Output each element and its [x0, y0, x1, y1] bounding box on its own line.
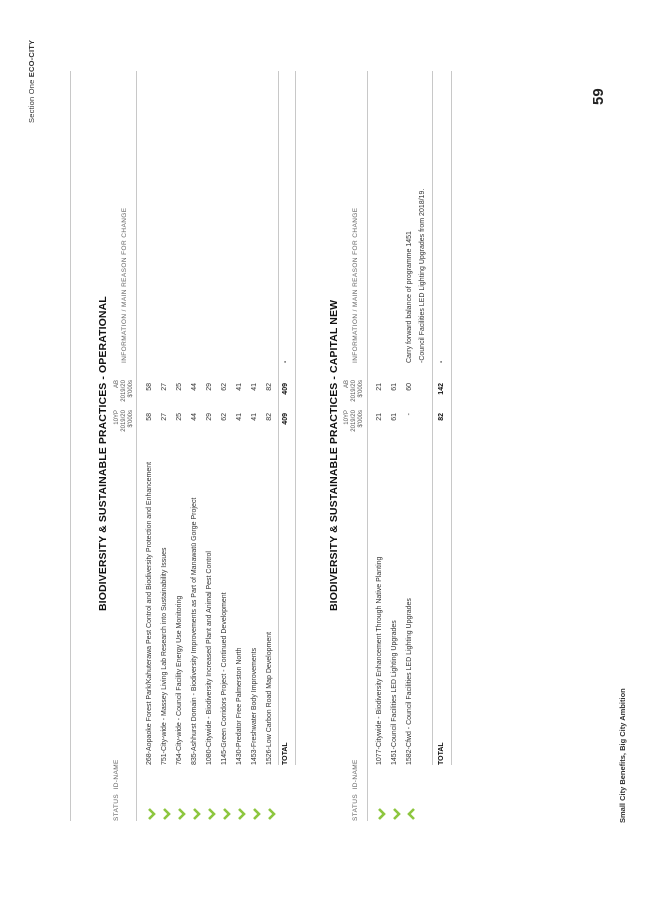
- row-ab: 21: [376, 383, 383, 391]
- row-ab: 41: [236, 383, 243, 391]
- tick-icon: [250, 807, 262, 821]
- total-info: -: [282, 360, 289, 363]
- row-name: 1582-Cfwd - Council Facilities LED Lighting Upgrades: [406, 598, 413, 765]
- row-name: 1077-Citywide - Biodiversity Enhancement Through Native Planting: [376, 556, 383, 765]
- row-name: 1430-Predator Free Palmerston North: [236, 647, 243, 765]
- row-name: 1453-Freshwater Body Improvements: [251, 647, 258, 765]
- row-info-note: -Council Facilities LED Lighting Upgrades from 2018/19.: [419, 188, 426, 363]
- capital-total-rule-top: [432, 71, 433, 765]
- operational-col-info: INFORMATION / MAIN REASON FOR CHANGE: [121, 207, 128, 363]
- row-10yp: 25: [176, 413, 183, 421]
- capital-total-row: [437, 0, 450, 913]
- col-ab-l3: $'000s: [128, 380, 134, 398]
- capital-col-id-name: ID-NAME: [352, 759, 359, 790]
- operational-table-title: BIODIVERSITY & SUSTAINABLE PRACTICES - OPERATIONAL: [97, 296, 109, 611]
- col-10yp-l2: 2019/20: [121, 410, 127, 432]
- section-name: ECO-CITY: [27, 39, 36, 78]
- page-number: 59: [590, 88, 607, 105]
- row-name: 1145-Green Corridors Project - Continued Development: [221, 592, 228, 765]
- table-row: [375, 0, 388, 913]
- row-10yp: 41: [236, 413, 243, 421]
- col-ab-l1: AB: [114, 380, 120, 389]
- section-prefix: Section One: [27, 79, 36, 123]
- table-row: [265, 0, 278, 913]
- operational-col-ab: [114, 380, 135, 420]
- capital-col-ab: [344, 380, 365, 420]
- total-label: TOTAL: [438, 742, 445, 765]
- header-rule: [70, 71, 71, 821]
- table-row: [160, 0, 173, 913]
- total-label: TOTAL: [282, 742, 289, 765]
- table-row: [190, 0, 203, 913]
- col-10yp-l1: 10YP: [344, 410, 350, 425]
- table-row: [205, 0, 218, 913]
- row-ab: 29: [206, 383, 213, 391]
- col-ab-l2: 2019/20: [121, 380, 127, 402]
- col-ab-l3: $'000s: [358, 380, 364, 398]
- row-10yp: 61: [391, 413, 398, 421]
- tick-icon: [190, 807, 202, 821]
- total-info: -: [438, 360, 445, 363]
- table-row: [250, 0, 263, 913]
- tick-icon: [205, 807, 217, 821]
- section-header: [27, 40, 36, 123]
- row-10yp: 27: [161, 413, 168, 421]
- tick-icon: [265, 807, 277, 821]
- tick-icon: [160, 807, 172, 821]
- row-10yp: 44: [191, 413, 198, 421]
- row-10yp: 82: [266, 413, 273, 421]
- table-row: [405, 0, 418, 913]
- footer-tagline: Small City Benefits, Big City Ambition: [618, 688, 627, 823]
- row-10yp: 62: [221, 413, 228, 421]
- tick-icon: [375, 807, 387, 821]
- row-name: 751-City-wide - Massey Living Lab Research into Sustainability Issues: [161, 547, 168, 765]
- row-ab: 58: [146, 383, 153, 391]
- col-10yp-l3: $'000s: [128, 410, 134, 428]
- capital-table-title: BIODIVERSITY & SUSTAINABLE PRACTICES - CAPITAL NEW: [328, 299, 340, 611]
- total-ab: 409: [282, 383, 289, 395]
- row-name: 1080-Citywide - Biodiversity Increased Plant and Animal Pest Control: [206, 551, 213, 765]
- operational-total-rule-top: [278, 71, 279, 765]
- table-row-note: [418, 0, 431, 913]
- row-ab: 62: [221, 383, 228, 391]
- row-name: 1451-Council Facilities LED Lighting Upgrades: [391, 620, 398, 765]
- row-ab: 25: [176, 383, 183, 391]
- table-row: [235, 0, 248, 913]
- row-10yp: 29: [206, 413, 213, 421]
- capital-header-rule: [367, 71, 368, 821]
- row-name: 268-Aopaoke Forest Park/Kahuterawa Pest Control and Biodiversity Protection and Enhancement: [146, 461, 153, 765]
- operational-col-id-name: ID-NAME: [113, 759, 120, 790]
- row-name: 764-City-wide - Council Facility Energy Use Monitoring: [176, 595, 183, 765]
- col-ab-l2: 2019/20: [351, 380, 357, 402]
- col-10yp-l3: $'000s: [358, 410, 364, 428]
- table-row: [390, 0, 403, 913]
- row-info: Carry forward balance of programme 1451: [406, 231, 413, 363]
- capital-col-status: STATUS: [352, 793, 359, 821]
- table-row: [175, 0, 188, 913]
- total-10yp: 82: [438, 413, 445, 421]
- row-ab: 41: [251, 383, 258, 391]
- row-ab: 27: [161, 383, 168, 391]
- row-10yp: 41: [251, 413, 258, 421]
- tick-icon: [235, 807, 247, 821]
- row-10yp: 21: [376, 413, 383, 421]
- col-ab-l1: AB: [344, 380, 350, 389]
- operational-total-row: [281, 0, 294, 913]
- capital-total-rule-bottom: [451, 71, 452, 765]
- tick-icon: [145, 807, 157, 821]
- row-ab: 60: [406, 383, 413, 391]
- capital-col-info: INFORMATION / MAIN REASON FOR CHANGE: [352, 207, 359, 363]
- row-ab: 61: [391, 383, 398, 391]
- tick-icon: [175, 807, 187, 821]
- col-10yp-l1: 10YP: [114, 410, 120, 425]
- table-row: [145, 0, 158, 913]
- tick-icon: [220, 807, 232, 821]
- table-row: [220, 0, 233, 913]
- row-10yp: 58: [146, 413, 153, 421]
- total-10yp: 409: [282, 413, 289, 425]
- operational-header-rule: [136, 71, 137, 821]
- total-ab: 142: [438, 383, 445, 395]
- row-ab: 44: [191, 383, 198, 391]
- row-10yp: -: [406, 413, 413, 416]
- tick-icon: [390, 807, 402, 821]
- operational-col-status: STATUS: [113, 793, 120, 821]
- row-name: 835-Ashhurst Domain - Biodiversity Improvements as Part of Manawatū Gorge Project: [191, 497, 198, 765]
- col-10yp-l2: 2019/20: [351, 410, 357, 432]
- row-ab: 82: [266, 383, 273, 391]
- up-arrow-icon: [405, 807, 417, 821]
- operational-total-rule-bottom: [295, 71, 296, 765]
- row-name: 1526-Low Carbon Road Map Development: [266, 631, 273, 765]
